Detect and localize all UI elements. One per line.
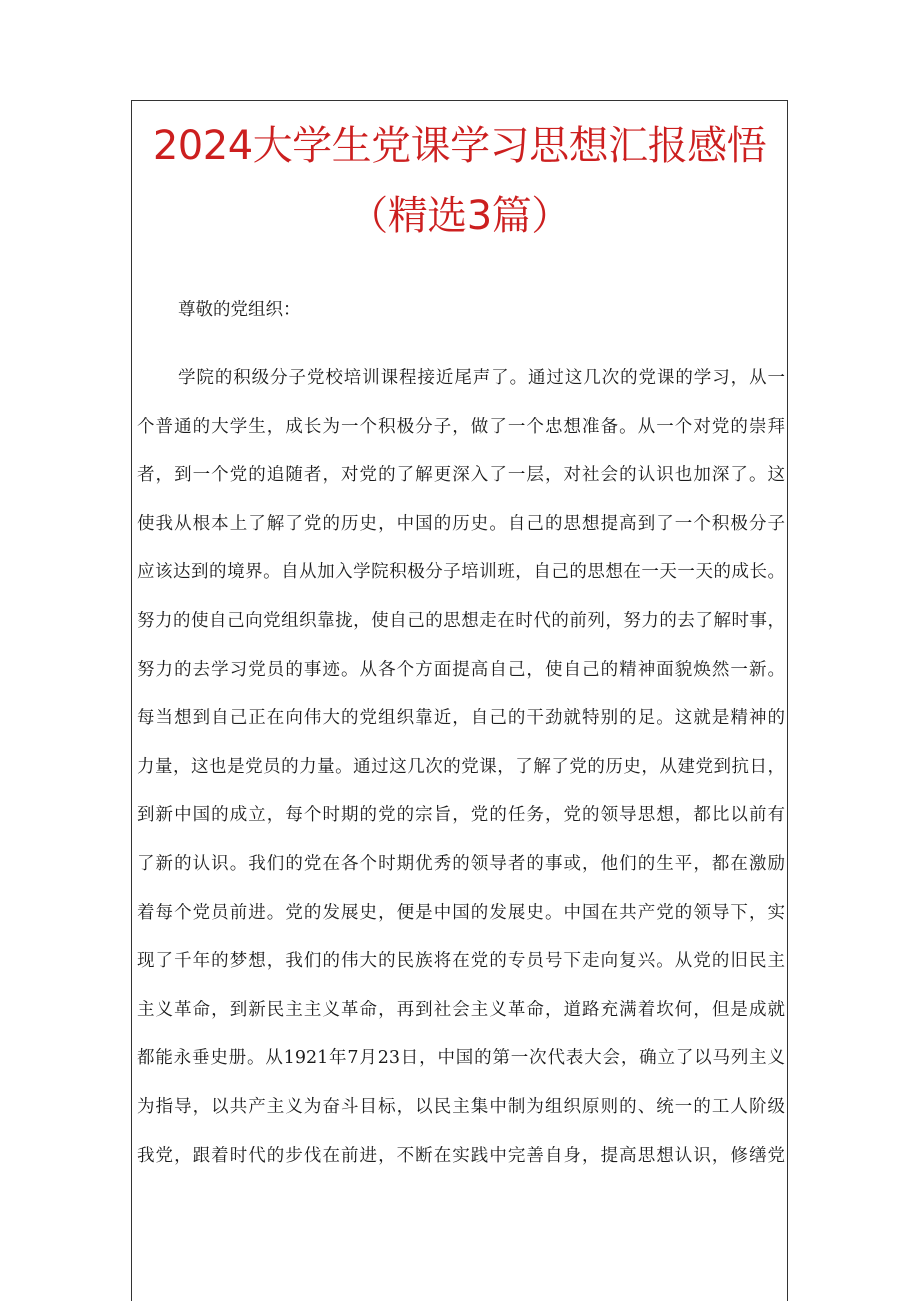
paragraph-line: 努力的使自己向党组织靠拢，使自己的思想走在时代的前列，努力的去了解时事， [137, 610, 785, 631]
paragraph-line: 每当想到自己正在向伟大的党组织靠近，自己的干劲就特别的足。这就是精神的 [137, 708, 785, 729]
paragraph-line: 力量，这也是党员的力量。通过这几次的党课，了解了党的历史，从建党到抗日， [137, 756, 785, 777]
paragraph-line: 应该达到的境界。自从加入学院积极分子培训班，自己的思想在一天一天的成长。 [137, 562, 785, 583]
paragraph-line: 学院的积级分子党校培训课程接近尾声了。通过这几次的党课的学习，从一 [178, 368, 785, 388]
body-paragraph [137, 362, 785, 1188]
paragraph-line: 到新中国的成立，每个时期的党的宗旨，党的任务，党的领导思想，都比以前有 [137, 805, 785, 826]
paragraph-line: 者，到一个党的追随者，对党的了解更深入了一层，对社会的认识也加深了。这 [137, 465, 785, 486]
paragraph-line: 个普通的大学生，成长为一个积极分子，做了一个忠想准备。从一个对党的崇拜 [137, 416, 785, 437]
document-title: 2024大学生党课学习思想汇报感悟 [152, 123, 767, 169]
paragraph-line: 为指导，以共产主义为奋斗目标，以民主集中制为组织原则的、统一的工人阶级 [137, 1096, 785, 1117]
paragraph-line: 努力的去学习党员的事迹。从各个方面提高自己，使自己的精神面貌焕然一新。 [137, 659, 785, 680]
paragraph-line: 了新的认识。我们的党在各个时期优秀的领导者的事或，他们的生平，都在激励 [137, 853, 785, 874]
paragraph-line: 着每个党员前进。党的发展史，便是中国的发展史。中国在共产党的领导下，实 [137, 902, 785, 923]
salutation: 尊敬的党组织： [178, 300, 301, 320]
paragraph-line: 我党，跟着时代的步伐在前进，不断在实践中完善自身，提高思想认识，修缮党 [137, 1145, 785, 1166]
document-subtitle: （精选3篇） [348, 193, 571, 239]
paragraph-line: 现了千年的梦想，我们的伟大的民族将在党的专员号下走向复兴。从党的旧民主 [137, 951, 785, 972]
paragraph-line: 使我从根本上了解了党的历史，中国的历史。自己的思想提高到了一个积极分子 [137, 513, 785, 534]
paragraph-line: 都能永垂史册。从1921年7月23日，中国的第一次代表大会，确立了以马列主义 [137, 1048, 785, 1069]
paragraph-line: 主义革命，到新民主主义革命，再到社会主义革命，道路充满着坎何，但是成就 [137, 999, 785, 1020]
